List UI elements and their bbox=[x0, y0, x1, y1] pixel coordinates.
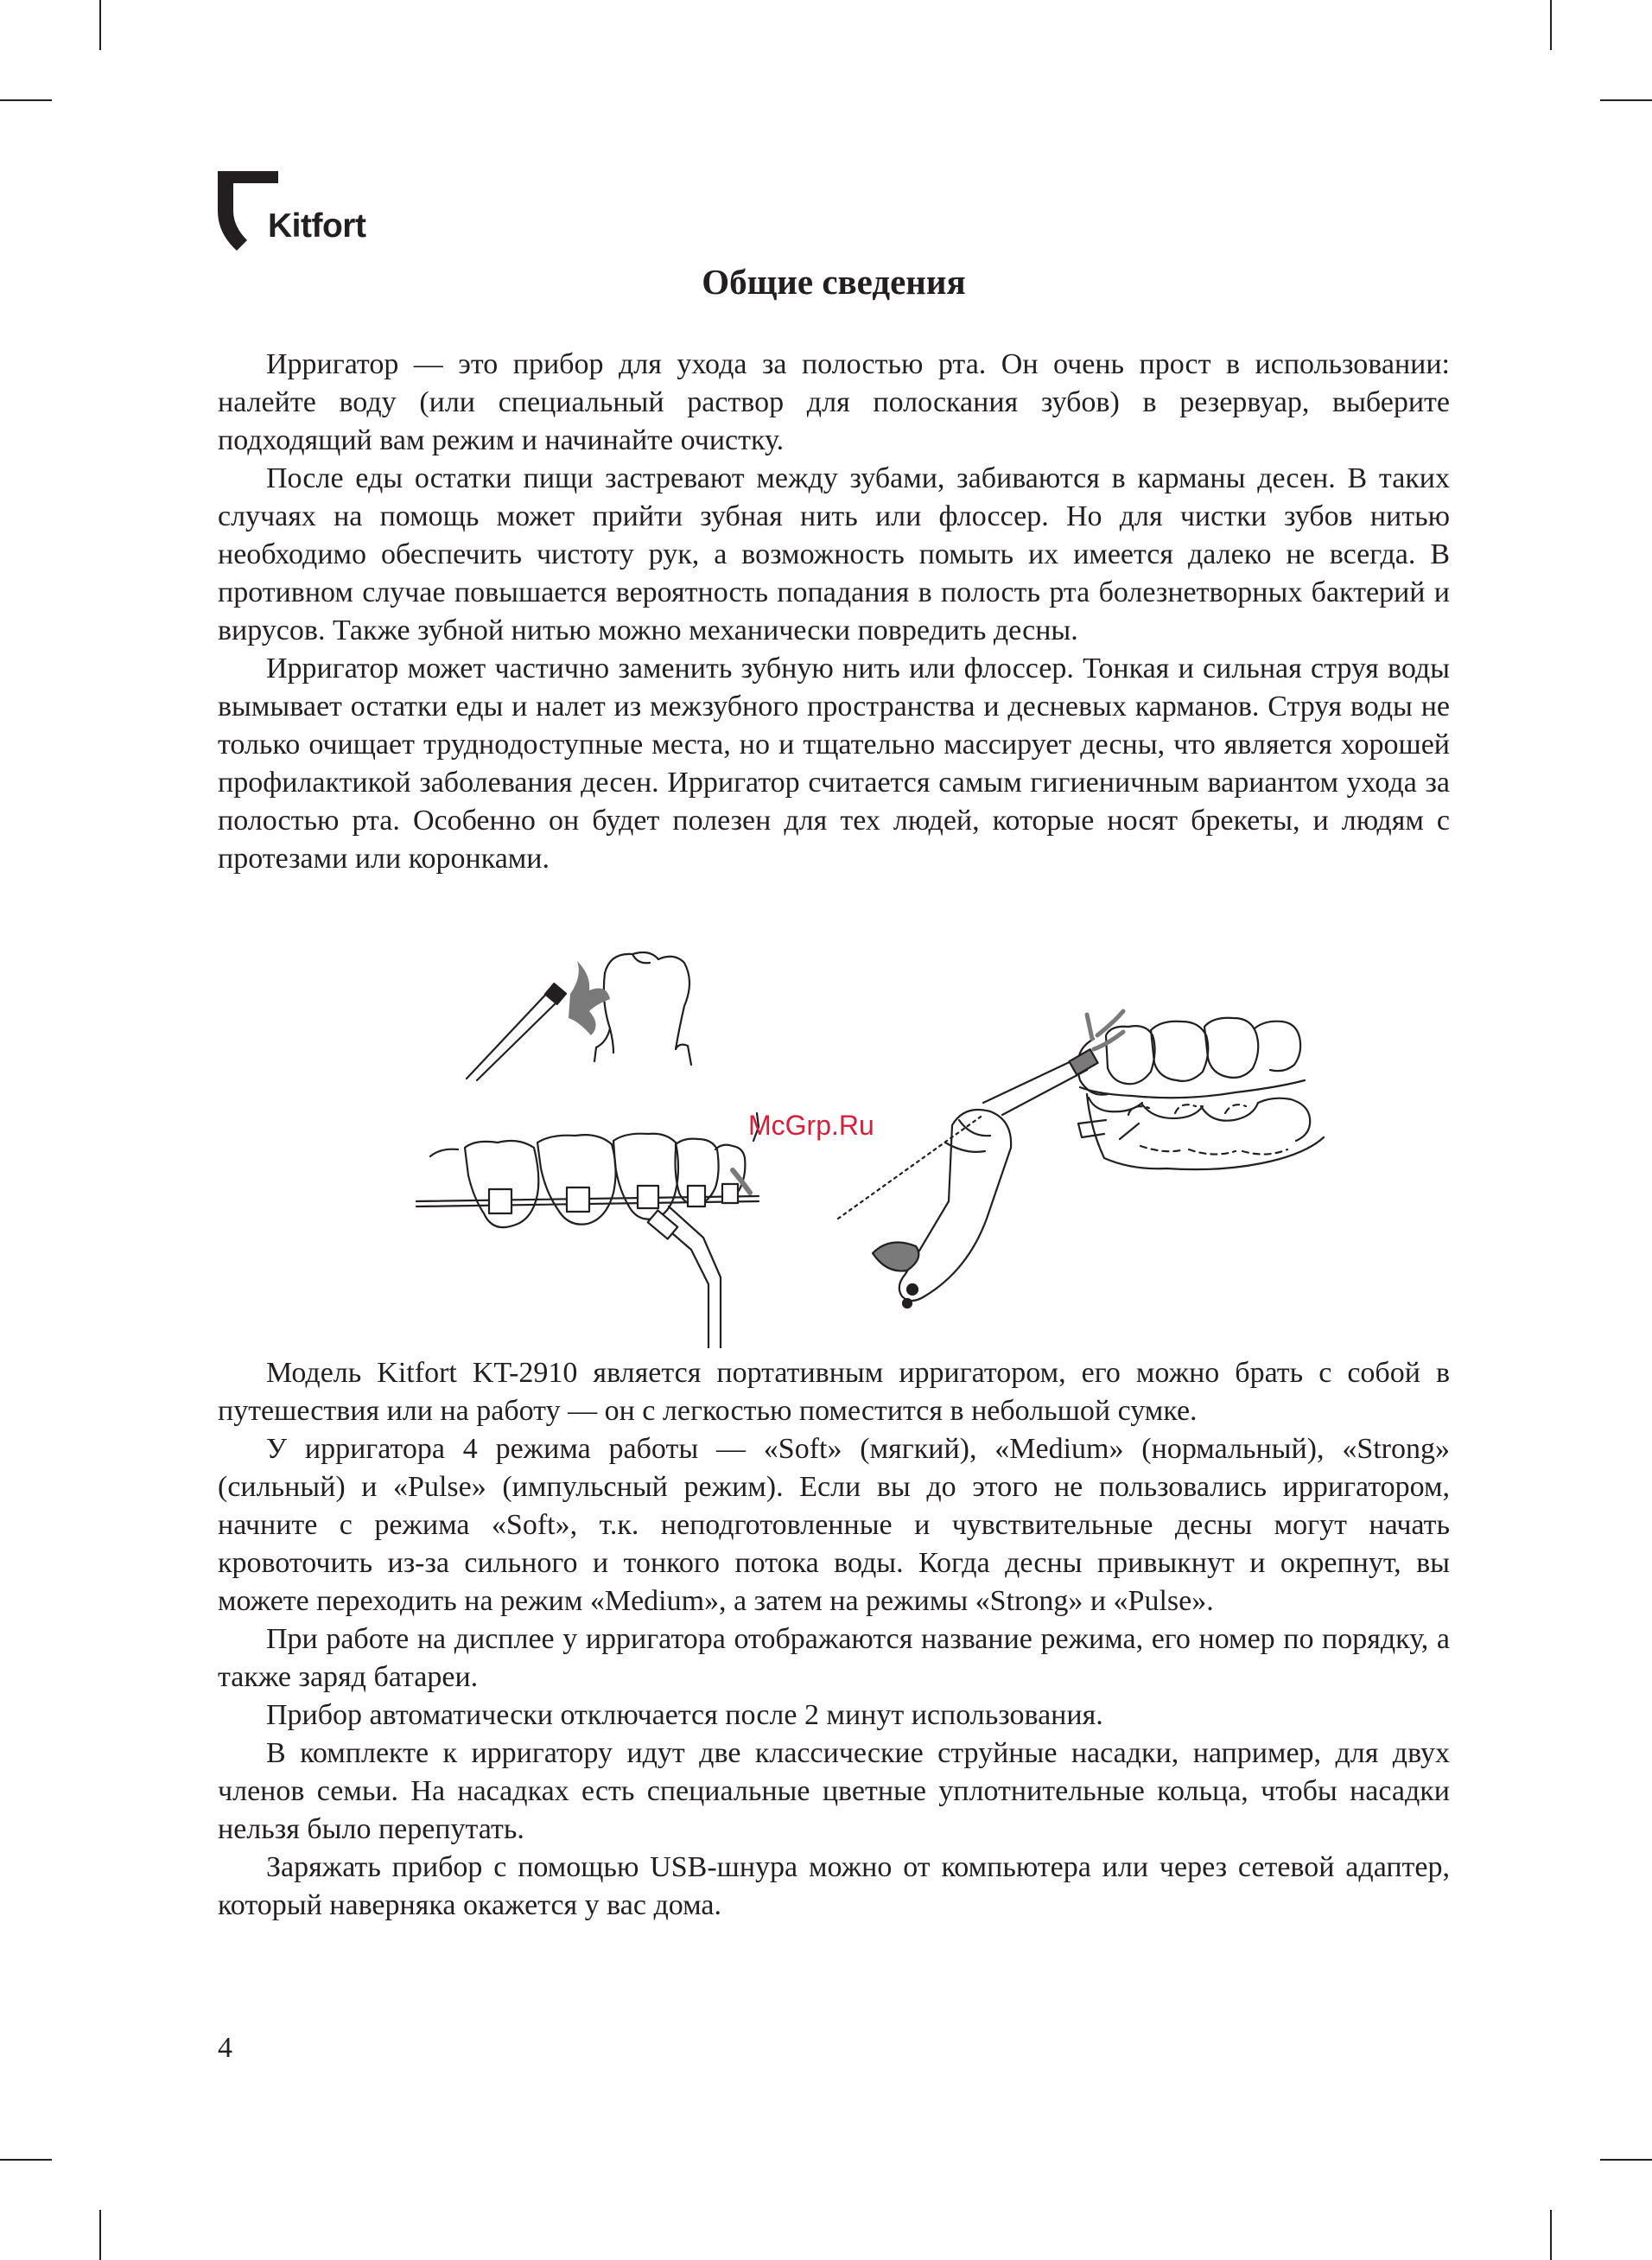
jaw-irrigation-icon bbox=[838, 1011, 1324, 1308]
crop-mark bbox=[0, 2159, 52, 2161]
crop-mark bbox=[1550, 0, 1552, 50]
crop-mark bbox=[99, 0, 101, 50]
tooth-cleaning-icon bbox=[467, 952, 691, 1080]
crop-mark bbox=[0, 99, 52, 101]
paragraph: После еды остатки пищи застревают между зубами, забиваются в карманы десен. В таких случаях на помощь может прийти зубная нить или флоссер. Но для чистки зубов нитью необходимо обеспечить чистоту рук, а возможность помыть их имеется далеко не всегда. В противном случае повышается вероятность попадания в полость рта болезнетворных бактерий и вирусов. Также зубной нитью можно механически повредить десны. bbox=[218, 462, 1450, 646]
paragraph: Заряжать прибор с помощью USB-шнура можно от компьютера или через сетевой адаптер, который наверняка окажется у вас дома. bbox=[218, 1851, 1450, 1921]
kitfort-logo bbox=[218, 171, 391, 254]
paragraph: Модель Kitfort KT-2910 является портативным ирригатором, его можно брать с собой в путешествия или на работу — он с легкостью поместится в небольшой сумке. bbox=[218, 1357, 1450, 1427]
watermark: McGrp.Ru bbox=[748, 1110, 874, 1141]
paragraph: При работе на дисплее у ирригатора отображаются название режима, его номер по порядку, а также заряд батареи. bbox=[218, 1623, 1450, 1693]
paragraph: Ирригатор может частично заменить зубную нить или флоссер. Тонкая и сильная струя воды вымывает остатки еды и налет из межзубного пространства и десневых карманов. Струя воды не только очищает труднодоступные места, но и тщательно массирует десны, что является хорошей профилактикой заболевания десен. Ирригатор считается самым гигиеничным вариантом ухода за полостью рта. Особенно он будет полезен для тех людей, которые носят брекеты, и людям с протезами или коронками. bbox=[218, 653, 1450, 875]
page-number: 4 bbox=[218, 2032, 232, 2064]
crop-mark bbox=[99, 2210, 101, 2260]
paragraph: Ирригатор — это прибор для ухода за полостью рта. Он очень прост в использовании: налейте воду (или специальный раствор для полоскания зубов) в резервуар, выберите подходящий вам режим и начинайте очистку. bbox=[218, 348, 1450, 456]
crop-mark bbox=[1600, 99, 1652, 101]
page-title: Общие сведения bbox=[702, 262, 966, 302]
intro-text bbox=[218, 346, 1450, 878]
irrigator-illustration bbox=[406, 942, 1357, 1348]
paragraph: Прибор автоматически отключается после 2 минут использования. bbox=[266, 1699, 1103, 1731]
model-description bbox=[218, 1354, 1450, 1925]
paragraph: У ирригатора 4 режима работы — «Soft» (мягкий), «Medium» (нормальный), «Strong» (сильный) и «Pulse» (импульсный режим). Если вы до этого не пользовались ирригатором, начните с режима «Soft», т.к. неподготовленные и чувствительные десны могут начать кровоточить из-за сильного и тонкого потока воды. Когда десны привыкнут и окрепнут, вы можете переходить на режим «Medium», а затем на режимы «Strong» и «Pulse». bbox=[218, 1433, 1450, 1617]
crop-mark bbox=[1550, 2210, 1552, 2260]
paragraph: В комплекте к ирригатору идут две классические струйные насадки, например, для двух членов семьи. На насадках есть специальные цветные уплотнительные кольца, чтобы насадки нельзя было перепутать. bbox=[218, 1737, 1450, 1845]
braces-cleaning-icon bbox=[416, 1113, 759, 1348]
brand-name: Kitfort bbox=[268, 207, 366, 245]
crop-mark bbox=[1600, 2159, 1652, 2161]
